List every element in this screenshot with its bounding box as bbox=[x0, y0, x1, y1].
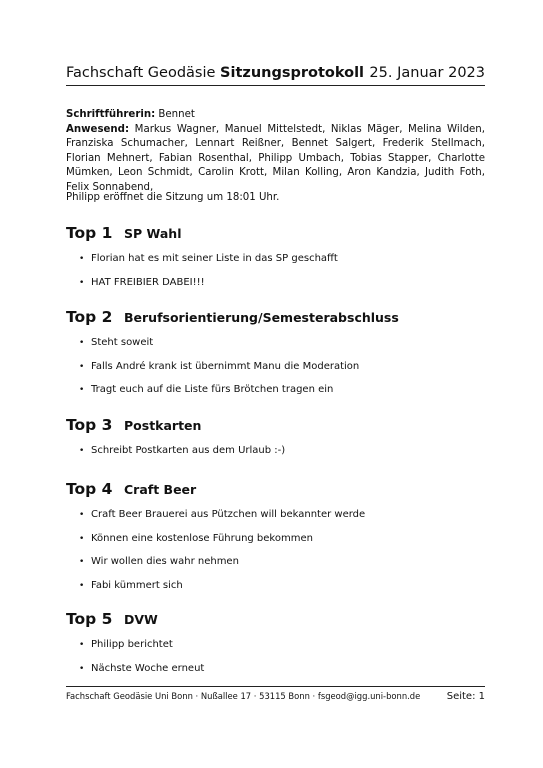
section-heading bbox=[66, 308, 485, 326]
agenda-section bbox=[66, 480, 485, 602]
section-heading bbox=[66, 416, 485, 434]
page-header bbox=[66, 65, 485, 81]
section-heading bbox=[66, 610, 485, 628]
section-item-list bbox=[66, 508, 485, 602]
footer-page-number: Seite: 1 bbox=[446, 691, 485, 702]
section-heading bbox=[66, 224, 485, 242]
agenda-section bbox=[66, 308, 485, 407]
attendees-line bbox=[66, 123, 485, 196]
agenda-section bbox=[66, 610, 485, 685]
secretary-label: Schriftführerin: bbox=[66, 109, 156, 120]
list-item bbox=[66, 276, 485, 300]
list-item-text: Tragt euch auf die Liste fürs Brötchen tragen ein bbox=[91, 384, 334, 395]
bullet-icon: • bbox=[79, 446, 85, 456]
list-item bbox=[66, 579, 485, 603]
section-item-list bbox=[66, 252, 485, 299]
bullet-icon: • bbox=[79, 580, 85, 591]
meeting-meta bbox=[66, 108, 485, 196]
section-title: Berufsorientierung/Semesterabschluss bbox=[124, 310, 399, 325]
opening-statement: Philipp eröffnet die Sitzung um 18:01 Uhr. bbox=[66, 192, 280, 203]
bullet-icon: • bbox=[79, 361, 85, 372]
list-item bbox=[66, 638, 485, 662]
bullet-icon: • bbox=[79, 385, 85, 395]
section-title: Craft Beer bbox=[124, 482, 197, 497]
bullet-icon: • bbox=[79, 533, 85, 544]
bullet-icon: • bbox=[79, 338, 85, 348]
section-title: SP Wahl bbox=[124, 226, 182, 241]
header-doc-type: Sitzungsprotokoll bbox=[220, 65, 365, 81]
list-item-text: Craft Beer Brauerei aus Pützchen will bekannter werde bbox=[91, 509, 366, 520]
footer-address: Fachschaft Geodäsie Uni Bonn · Nußallee 17 · 53115 Bonn · fsgeod@igg.uni-bonn.de bbox=[66, 691, 421, 701]
list-item-text: Wir wollen dies wahr nehmen bbox=[91, 556, 239, 567]
list-item-text: Fabi kümmert sich bbox=[91, 579, 183, 591]
list-item bbox=[66, 662, 485, 686]
list-item-text: HAT FREIBIER DABEI!!! bbox=[91, 276, 205, 288]
section-number: Top 5 bbox=[66, 610, 113, 628]
header-title bbox=[66, 65, 364, 81]
section-item-list bbox=[66, 638, 485, 685]
section-heading bbox=[66, 480, 485, 498]
list-item bbox=[66, 383, 485, 407]
secretary-name: Bennet bbox=[158, 109, 195, 120]
agenda-section bbox=[66, 416, 485, 468]
bullet-icon: • bbox=[79, 510, 85, 520]
bullet-icon: • bbox=[79, 277, 85, 288]
section-number: Top 3 bbox=[66, 416, 113, 434]
section-item-list bbox=[66, 336, 485, 407]
present-label: Anwesend: bbox=[66, 123, 130, 135]
bullet-icon: • bbox=[79, 663, 85, 674]
list-item-text: Florian hat es mit seiner Liste in das SP geschafft bbox=[91, 253, 338, 264]
list-item bbox=[66, 444, 485, 468]
section-title: Postkarten bbox=[124, 418, 202, 433]
list-item-text: Schreibt Postkarten aus dem Urlaub :-) bbox=[91, 445, 286, 456]
bullet-icon: • bbox=[79, 557, 85, 567]
list-item bbox=[66, 336, 485, 360]
header-rule bbox=[66, 85, 485, 86]
page-footer bbox=[66, 691, 485, 702]
list-item-text: Nächste Woche erneut bbox=[91, 662, 205, 674]
header-date: 25. Januar 2023 bbox=[369, 65, 485, 81]
footer-rule bbox=[66, 686, 485, 687]
attendees-list: Markus Wagner, Manuel Mittelstedt, Niklas Mäger, Melina Wilden, Franziska Schumacher, Lennart Reißner, Bennet Salgert, Frederik Stellmach, Florian Mehnert, Fabian Rosenthal, Philipp Umbach, Tobias Stapper, Charlotte Mümken, Leon Schmidt, Carolin Krott, Milan Kolling, Aron Kandzia, Judith Foth, Felix Sonnabend, bbox=[66, 123, 485, 193]
bullet-icon: • bbox=[79, 640, 85, 650]
list-item-text: Steht soweit bbox=[91, 337, 154, 348]
list-item-text: Philipp berichtet bbox=[91, 639, 173, 650]
section-number: Top 4 bbox=[66, 480, 113, 498]
list-item bbox=[66, 252, 485, 276]
bullet-icon: • bbox=[79, 254, 85, 264]
section-title: DVW bbox=[124, 612, 158, 627]
list-item bbox=[66, 532, 485, 556]
agenda-section bbox=[66, 224, 485, 299]
list-item bbox=[66, 508, 485, 532]
list-item-text: Können eine kostenlose Führung bekommen bbox=[91, 532, 313, 544]
list-item bbox=[66, 555, 485, 579]
section-item-list bbox=[66, 444, 485, 468]
list-item-text: Falls André krank ist übernimmt Manu die Moderation bbox=[91, 360, 360, 372]
list-item bbox=[66, 360, 485, 384]
document-page bbox=[66, 0, 485, 768]
secretary-line bbox=[66, 108, 485, 123]
section-number: Top 1 bbox=[66, 224, 113, 242]
section-number: Top 2 bbox=[66, 308, 113, 326]
header-org: Fachschaft Geodäsie bbox=[66, 65, 216, 81]
